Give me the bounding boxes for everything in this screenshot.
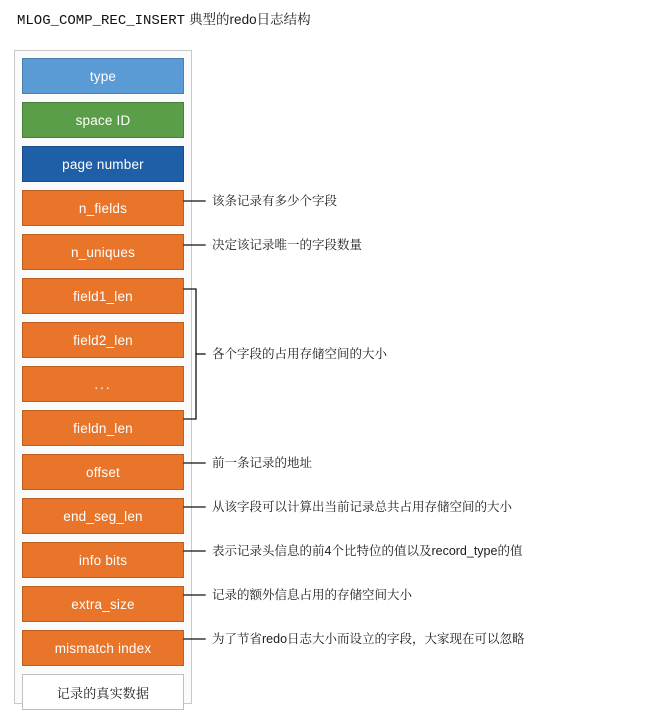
field-block-n-fields: [22, 190, 184, 226]
field-label: mismatch index: [54, 640, 152, 656]
field-block-end-seg-len: [22, 498, 184, 534]
field-label: space ID: [75, 112, 131, 128]
field-block-space-id: [22, 102, 184, 138]
field-label: 记录的真实数据: [56, 685, 150, 701]
field-block-field1-len: [22, 278, 184, 314]
field-block-mismatch-index: [22, 630, 184, 666]
field-label: info bits: [78, 552, 128, 568]
annotation-n-uniques: 决定该记录唯一的字段数量: [212, 238, 363, 252]
field-label: field2_len: [73, 332, 133, 348]
diagram-title-code: MLOG_COMP_REC_INSERT: [17, 13, 186, 29]
field-block-field2-len: [22, 322, 184, 358]
field-block-real-data: [22, 674, 184, 710]
annotation-info-bits: 表示记录头信息的前4个比特位的值以及record_type的值: [212, 544, 523, 558]
field-block-fieldn-len: [22, 410, 184, 446]
field-block-ellipsis: [22, 366, 184, 402]
annotation-mismatch-index: 为了节省redo日志大小而设立的字段，大家现在可以忽略: [212, 632, 525, 646]
annotation-n-fields: 该条记录有多少个字段: [212, 194, 338, 208]
field-label: extra_size: [71, 596, 135, 612]
field-label: page number: [62, 156, 144, 172]
field-label: end_seg_len: [63, 508, 143, 524]
struct-field-list: [22, 58, 184, 710]
diagram-title-text: 典型的redo日志结构: [189, 12, 311, 27]
field-block-page-number: [22, 146, 184, 182]
field-label: fieldn_len: [73, 420, 133, 436]
field-label: offset: [86, 464, 120, 480]
field-block-info-bits: [22, 542, 184, 578]
annotation-offset: 前一条记录的地址: [212, 456, 313, 470]
field-block-type: [22, 58, 184, 94]
field-label: field1_len: [73, 288, 133, 304]
field-label: type: [89, 68, 117, 84]
diagram-title: [17, 8, 311, 29]
field-block-n-uniques: [22, 234, 184, 270]
annotation-field-lengths: 各个字段的占用存储空间的大小: [212, 347, 388, 361]
annotation-end-seg-len: 从该字段可以计算出当前记录总共占用存储空间的大小: [212, 500, 513, 514]
field-label: ...: [94, 376, 112, 392]
field-block-extra-size: [22, 586, 184, 622]
field-label: n_uniques: [70, 244, 136, 260]
field-block-offset: [22, 454, 184, 490]
annotation-extra-size: 记录的额外信息占用的存储空间大小: [212, 588, 413, 602]
field-label: n_fields: [78, 200, 128, 216]
